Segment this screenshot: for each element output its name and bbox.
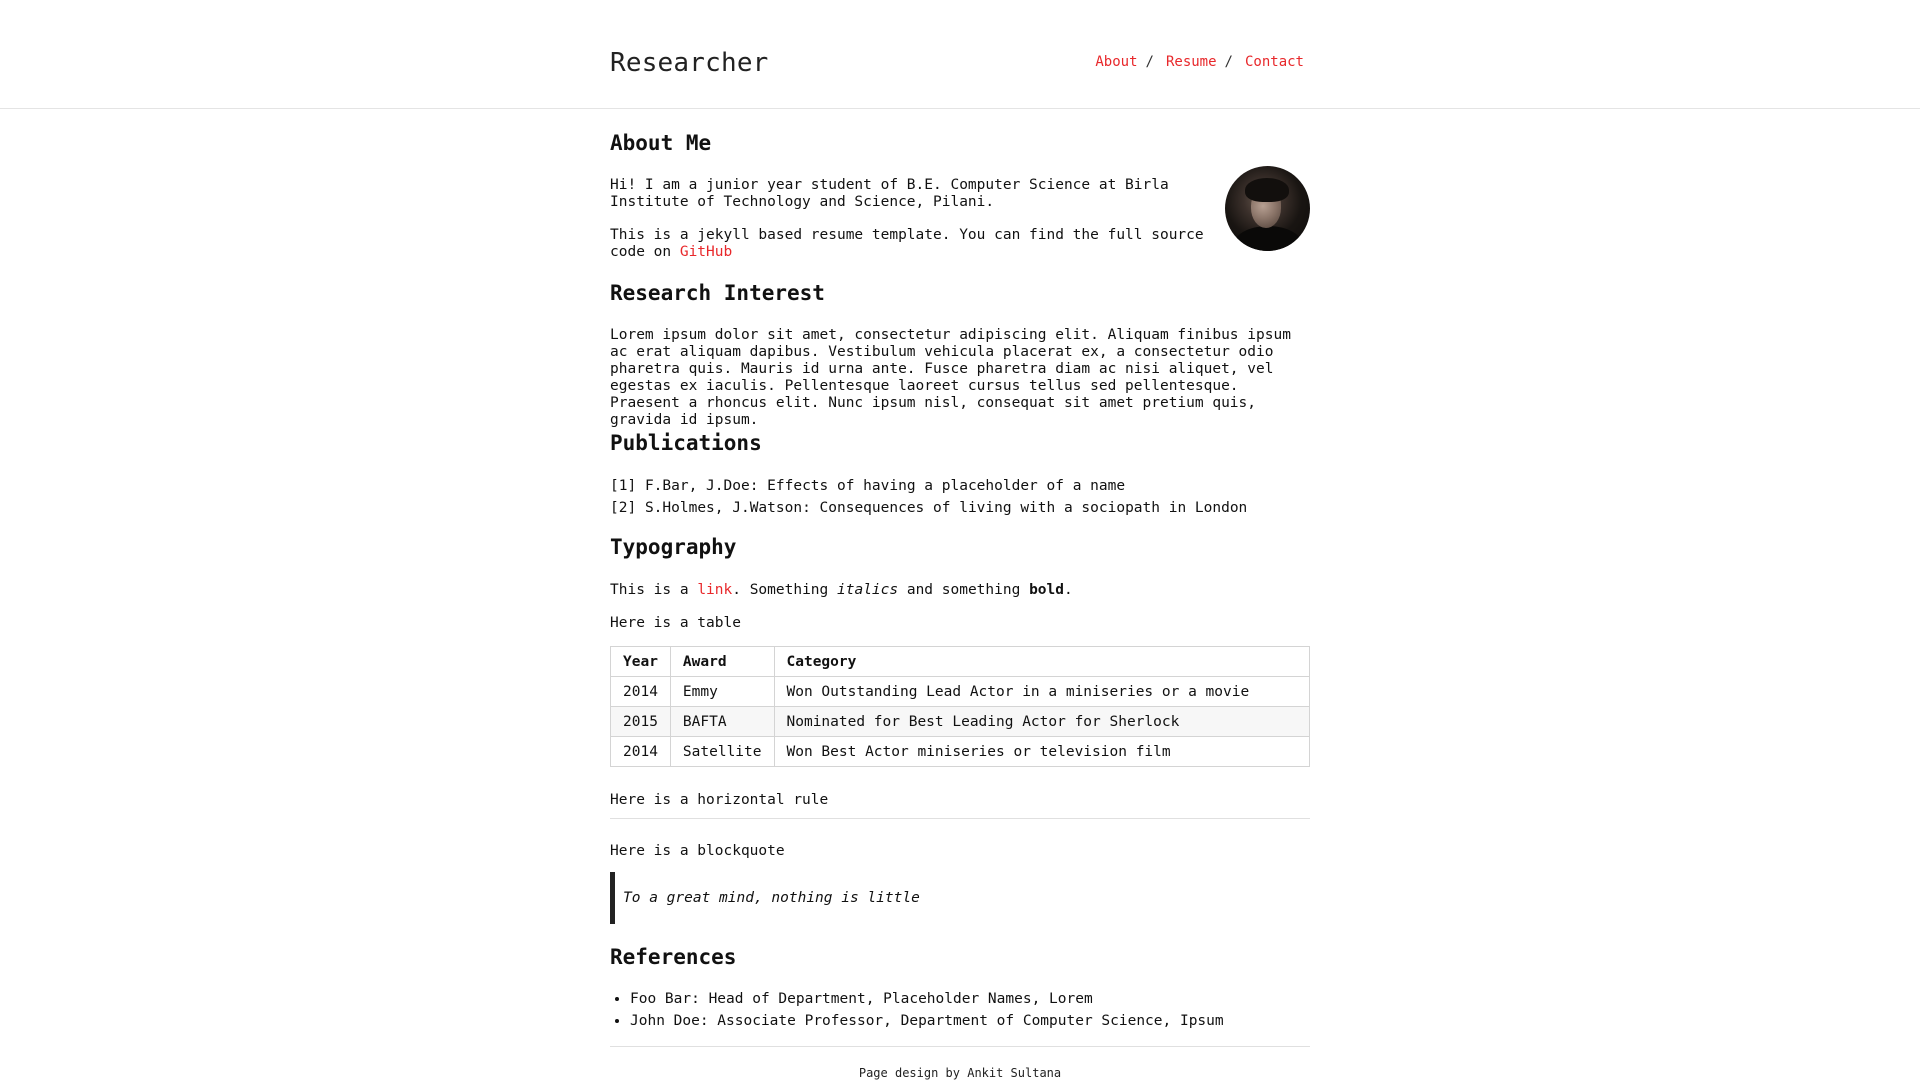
nav-separator: /	[1224, 54, 1233, 70]
site-header	[0, 0, 1920, 109]
table-cell: Won Outstanding Lead Actor in a miniseries or a movie	[774, 677, 1310, 707]
footer-credit: Page design by Ankit Sultana	[858, 1066, 1062, 1080]
typography-sample-line	[610, 582, 1073, 599]
hr-intro: Here is a horizontal rule	[610, 792, 829, 808]
references-list	[610, 991, 1224, 1035]
table-cell: Won Best Actor miniseries or television film	[774, 737, 1310, 767]
about-paragraph-1: Hi! I am a junior year student of B.E. Computer Science at Birla Institute of Technology and Science, Pilani.	[610, 177, 1169, 210]
table-header-award: Award	[670, 647, 774, 677]
publications-heading: Publications	[610, 431, 762, 455]
publication-item	[610, 478, 1247, 500]
about-heading: About Me	[610, 131, 712, 155]
table-intro: Here is a table	[610, 615, 741, 631]
table-header-row	[611, 647, 1310, 677]
horizontal-rule	[610, 818, 1310, 819]
research-heading: Research Interest	[610, 281, 825, 305]
table-row	[611, 677, 1310, 707]
top-nav	[1095, 54, 1304, 70]
header-inner	[610, 0, 1310, 108]
github-link[interactable]: GitHub	[679, 244, 733, 260]
table-cell: 2014	[611, 677, 671, 707]
italics-sample: italics	[837, 582, 899, 598]
nav-contact-link[interactable]: Contact	[1244, 54, 1304, 70]
typo-text-b: . Something	[732, 582, 837, 598]
sample-link[interactable]: link	[697, 582, 733, 598]
nav-resume-link[interactable]: Resume	[1165, 54, 1217, 70]
awards-table-wrap	[610, 646, 1310, 767]
about-text	[610, 177, 1210, 261]
avatar-collar	[1233, 226, 1303, 251]
research-text: Lorem ipsum dolor sit amet, consectetur adipiscing elit. Aliquam finibus ipsum ac erat aliquam dapibus. Vestibulum vehicula placerat ex, a consectetur odio pharetra quis. Mauris id urna ante. Fusce pharetra diam ac nisi aliquet, vel egestas ex iaculis. Pellentesque laoreet cursus tellus sed pellentesque. Praesent a rhoncus elit. Nunc ipsum nisl, consequat sit amet pretium quis, gravida id ipsum.	[610, 327, 1291, 428]
table-cell: BAFTA	[670, 707, 774, 737]
typography-heading: Typography	[610, 535, 737, 559]
site-title[interactable]: Researcher	[610, 48, 769, 78]
table-header-category: Category	[774, 647, 1310, 677]
publication-number: [2]	[610, 500, 637, 516]
typo-text-a: This is a	[610, 582, 698, 598]
about-paragraph-2	[610, 227, 1210, 261]
awards-table	[610, 646, 1310, 767]
table-cell: 2014	[611, 737, 671, 767]
footer-divider	[610, 1046, 1310, 1047]
references-heading: References	[610, 945, 737, 969]
table-row	[611, 707, 1310, 737]
nav-about-link[interactable]: About	[1095, 54, 1138, 70]
blockquote	[610, 872, 1303, 924]
publication-text: F.Bar, J.Doe: Effects of having a placeholder of a name	[644, 478, 1126, 494]
about-paragraph-2-text: This is a jekyll based resume template. You can find the full source code on	[610, 227, 1204, 260]
publications-list	[610, 478, 1247, 522]
table-cell: Satellite	[670, 737, 774, 767]
nav-separator: /	[1145, 54, 1154, 70]
typo-text-c: and something	[898, 582, 1030, 598]
bold-sample: bold	[1029, 582, 1064, 598]
publication-text: S.Holmes, J.Watson: Consequences of living with a sociopath in London	[644, 500, 1248, 516]
avatar-hair	[1245, 178, 1289, 202]
blockquote-intro: Here is a blockquote	[610, 843, 785, 859]
list-item: • John Doe: Associate Professor, Department of Computer Science, Ipsum	[630, 1013, 1224, 1035]
publication-item	[610, 500, 1247, 522]
table-cell: 2015	[611, 707, 671, 737]
table-header-year: Year	[611, 647, 671, 677]
table-cell: Nominated for Best Leading Actor for Sherlock	[774, 707, 1310, 737]
blockquote-text: To a great mind, nothing is little	[623, 890, 920, 906]
list-item: • Foo Bar: Head of Department, Placeholder Names, Lorem	[630, 991, 1224, 1013]
typo-text-d: .	[1063, 582, 1073, 598]
avatar	[1225, 166, 1310, 251]
table-cell: Emmy	[670, 677, 774, 707]
publication-number: [1]	[610, 478, 637, 494]
table-row	[611, 737, 1310, 767]
